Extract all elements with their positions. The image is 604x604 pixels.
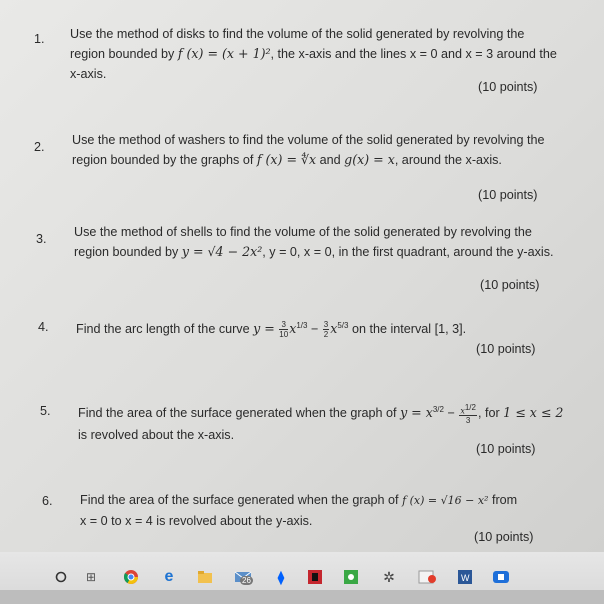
mail-badge: 26 [242, 576, 251, 585]
onenote-icon[interactable] [306, 568, 324, 586]
points-label: (10 points) [480, 278, 540, 292]
q5-range: 1 ≤ x ≤ 2 [503, 405, 564, 421]
question-number: 6. [42, 494, 53, 508]
question-6: Find the area of the surface generated when the graph of f (x) = √16 − x² from x = 0 to x = 4 is revolved about the y-axis. [80, 493, 518, 528]
q6-function: f (x) = √16 − x² [402, 494, 489, 507]
q2-function-f: f (x) = ∜x [256, 152, 317, 167]
question-5: Find the area of the surface generated when the graph of $y = x^{3/2}$ − $\frac{x^{1/2}}{3}$ , for 1 ≤ x ≤ 2 is revolved about the x-axis. [78, 402, 564, 443]
question-1: Use the method of disks to find the volume of the solid generated by revolving the region bounded by f (x) = (x + 1)², the x-axis and the lines x = 0 and x = 3 around the x-axis. [70, 27, 557, 81]
media-icon[interactable] [492, 568, 510, 586]
edge-icon[interactable]: e [164, 568, 174, 585]
monitor-bezel [0, 590, 604, 604]
q1-function: f (x) = (x + 1)² [177, 46, 271, 61]
question-number: 3. [36, 232, 47, 246]
points-label: (10 points) [474, 530, 534, 544]
points-label: (10 points) [478, 188, 538, 202]
q3-function: y = √4 − 2x² [181, 244, 263, 259]
svg-text:W: W [461, 573, 470, 583]
fraction: $\frac{3}{10}$ [279, 320, 289, 340]
mail-icon[interactable] [234, 568, 252, 586]
question-4: Find the arc length of the curve y = $\frac{3}{10}$ $x^{1/3}$ − $\frac{3}{2}$ $x^{5/3}$ on the interval [1, 3]. [76, 320, 467, 340]
greenshot-icon[interactable] [342, 568, 360, 586]
points-label: (10 points) [476, 342, 536, 356]
fraction: $\frac{3}{2}$ [323, 320, 329, 340]
taskbar [0, 552, 604, 604]
question-number: 2. [34, 140, 45, 154]
question-number: 1. [34, 32, 45, 46]
task-view-icon[interactable]: ⊞ [85, 570, 97, 584]
chrome-icon[interactable] [122, 568, 140, 586]
q2-function-g: g(x) = x [344, 152, 395, 167]
dropbox-icon[interactable]: ⧫ [277, 568, 285, 585]
file-explorer-icon[interactable] [196, 568, 214, 586]
photos-icon[interactable] [418, 568, 436, 586]
question-3: Use the method of shells to find the volume of the solid generated by revolving the region bounded by y = √4 − 2x², y = 0, x = 0, in the first quadrant, around the y-axis. [74, 225, 554, 259]
windows-search-icon[interactable] [52, 568, 70, 586]
word-icon[interactable] [456, 568, 474, 586]
settings-icon[interactable]: ✲ [383, 568, 395, 585]
points-label: (10 points) [478, 80, 538, 94]
points-label: (10 points) [476, 442, 536, 456]
question-number: 4. [38, 320, 49, 334]
question-2: Use the method of washers to find the volume of the solid generated by revolving the region bounded by the graphs of f (x) = ∜x and g(x) = x, around the x-axis. [72, 133, 545, 167]
question-number: 5. [40, 404, 51, 418]
